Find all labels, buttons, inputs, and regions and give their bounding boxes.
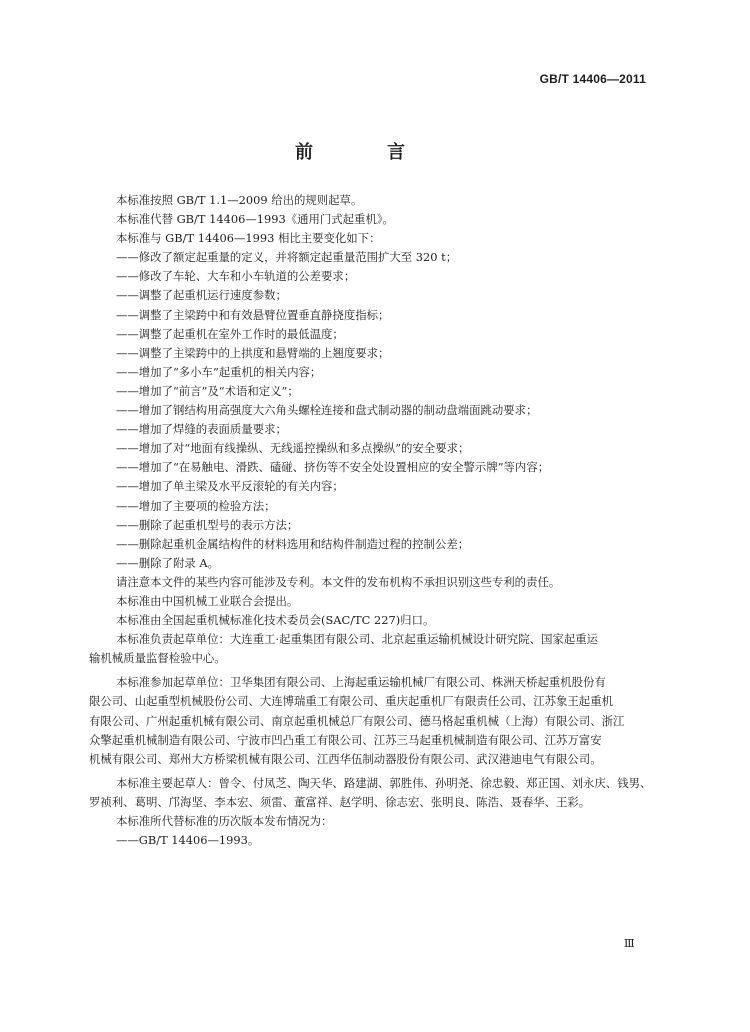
paragraph: 本标准按照 GB/T 1.1—2009 给出的规则起草。: [116, 193, 363, 207]
paragraph: 本标准由全国起重机械标准化技术委员会(SAC/TC 227)归口。: [116, 613, 435, 628]
change-item: ——增加了“多小车”起重机的相关内容；: [116, 364, 322, 379]
change-item: ——删除了附录 A。: [116, 555, 219, 570]
participating-units-cont: 众擎起重机械制造有限公司、宁波市凹凸重工有限公司、江苏三马起重机械制造有限公司、江苏万富安: [89, 732, 602, 747]
patent-notice: 请注意本文件的某些内容可能涉及专利。本文件的发布机构不承担识别这些专利的责任。: [116, 574, 561, 589]
change-item: ——调整了主梁跨中和有效悬臂位置垂直静挠度指标；: [116, 307, 390, 322]
change-item: ——删除起重机金属结构件的材料选用和结构件制造过程的控制公差；: [116, 536, 470, 551]
lead-drafting-units-cont: 输机械质量监督检验中心。: [89, 651, 226, 666]
lead-drafting-units: 本标准负责起草单位：大连重工·起重集团有限公司、北京起重运输机械设计研究院、国家起重运: [116, 632, 599, 647]
participating-units-cont: 机械有限公司、郑州大方桥梁机械有限公司、江西华伍制动器股份有限公司、武汉港迪电气有限公司。: [89, 751, 602, 766]
change-item: ——增加了对“地面有线操纵、无线遥控操纵和多点操纵”的安全要求；: [116, 441, 470, 456]
change-item: ——增加了主要项的检验方法；: [116, 498, 276, 513]
paragraph: 本标准代替 GB/T 14406—1993《通用门式起重机》。: [116, 212, 394, 227]
change-item: ——增加了“在易触电、滑跌、磕碰、挤伤等不安全处设置相应的安全警示牌”等内容；: [116, 460, 550, 475]
change-item: ——调整了主梁跨中的上拱度和悬臂端的上翘度要求；: [116, 345, 390, 360]
change-item: ——修改了额定起重量的定义，并将额定起重量范围扩大至 320 t；: [116, 250, 458, 265]
participating-units-cont: 限公司、山起重型机械股份公司、大连博瑞重工有限公司、重庆起重机厂有限责任公司、江苏象王起重机: [89, 694, 613, 709]
page-number: Ⅲ: [624, 937, 635, 950]
change-item: ——删除了起重机型号的表示方法；: [116, 517, 299, 532]
change-item: ——修改了车轮、大车和小车轨道的公差要求；: [116, 269, 356, 284]
drafters: 本标准主要起草人：曾令、付凤芝、陶天华、路建湖、郭胜伟、孙明尧、徐忠毅、郑正国、刘永庆、钱男、: [116, 775, 652, 790]
history-item: ——GB/T 14406—1993。: [116, 833, 260, 848]
participating-units-cont: 有限公司、广州起重机械有限公司、南京起重机械总厂有限公司、德马格起重机械（上海）有限公司、浙江: [89, 713, 625, 728]
change-item: ——调整了起重机在室外工作时的最低温度；: [116, 326, 344, 341]
standard-code: GB/T 14406—2011: [539, 72, 646, 86]
change-item: ——增加了单主梁及水平反滚轮的有关内容；: [116, 479, 344, 494]
change-item: ——增加了钢结构用高强度大六角头螺栓连接和盘式制动器的制动盘端面跳动要求；: [116, 403, 538, 418]
change-item: ——增加了“前言”及“术语和定义”；: [116, 383, 299, 398]
change-item: ——增加了焊缝的表面质量要求；: [116, 422, 287, 437]
page-title: 前 言: [295, 142, 433, 163]
history-intro: 本标准所代替标准的历次版本发布情况为：: [116, 814, 333, 828]
paragraph: 本标准与 GB/T 14406—1993 相比主要变化如下：: [116, 231, 381, 246]
change-item: ——调整了起重机运行速度参数；: [116, 288, 287, 303]
drafters-cont: 罗祯利、葛明、邝海坚、李本宏、须雷、董富祥、赵学明、徐志宏、张明良、陈浩、聂春华、王彩。: [89, 794, 591, 809]
paragraph: 本标准由中国机械工业联合会提出。: [116, 593, 299, 608]
participating-units: 本标准参加起草单位：卫华集团有限公司、上海起重运输机械厂有限公司、株洲天桥起重机股份有: [116, 675, 606, 690]
document-body: [89, 191, 656, 850]
